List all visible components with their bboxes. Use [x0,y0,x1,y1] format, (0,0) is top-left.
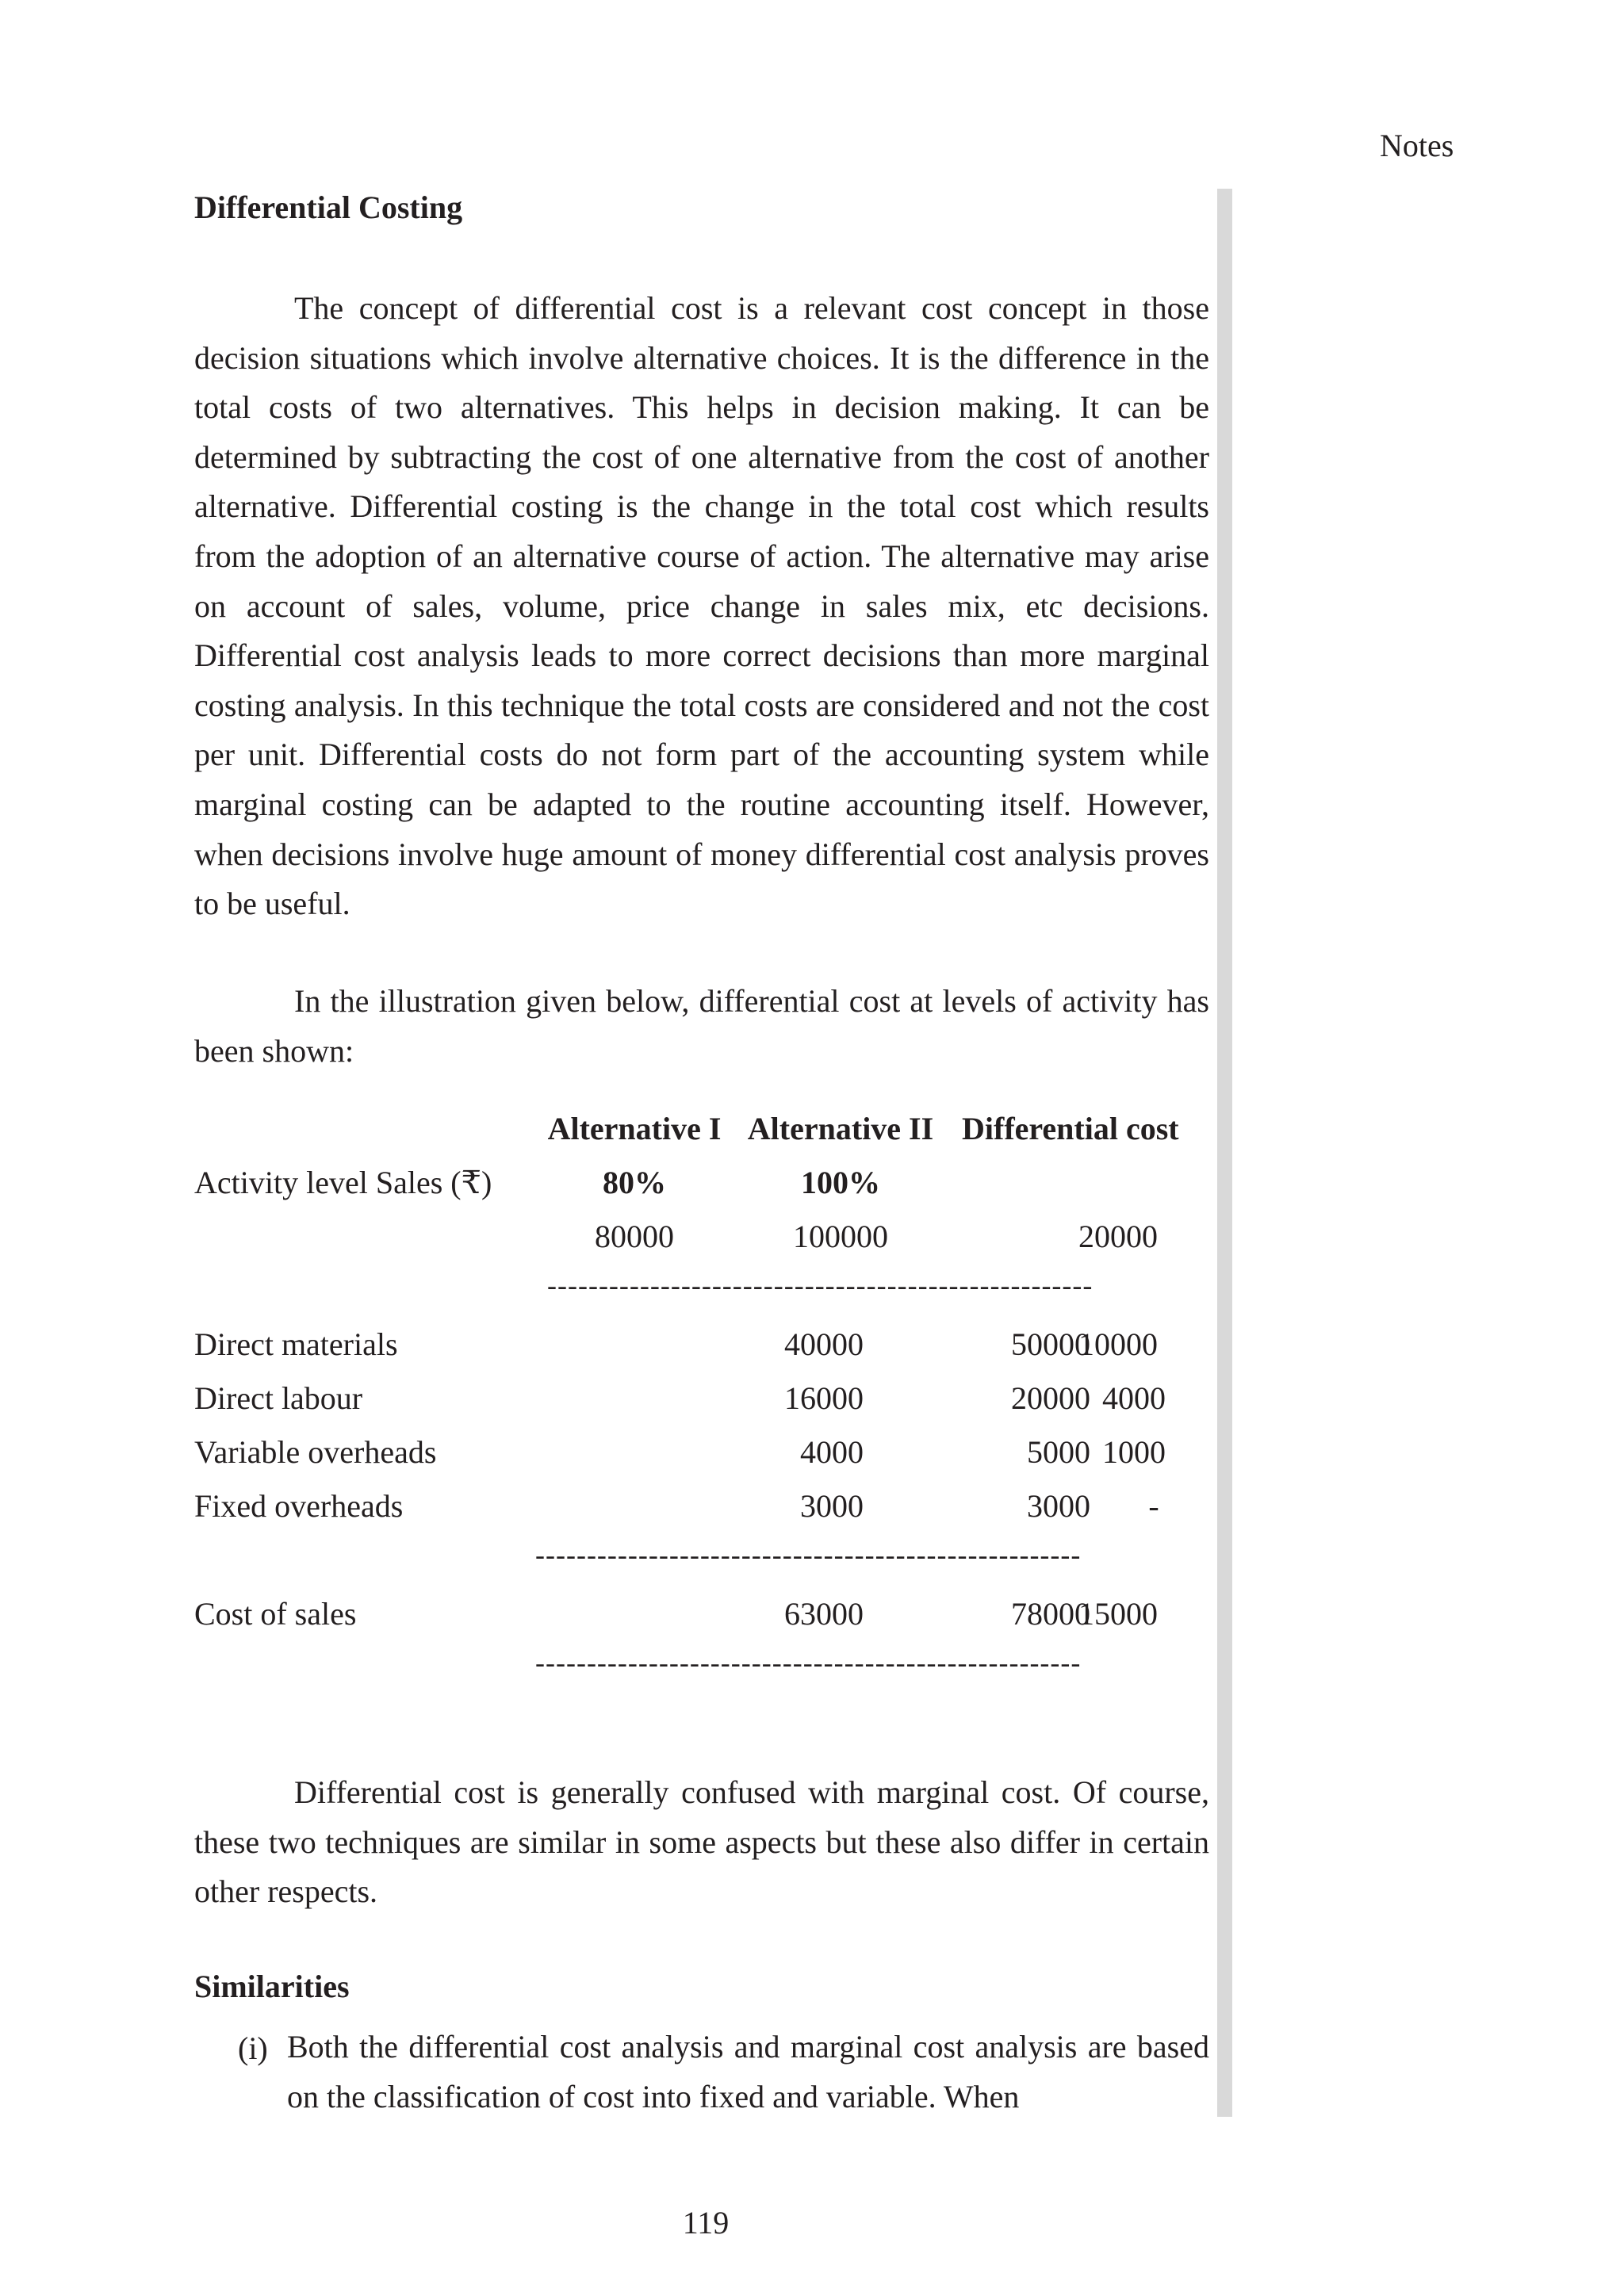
row-value: 5000 [1027,1434,1090,1470]
row-label: Direct labour [194,1380,363,1416]
row-value: 3000 [800,1488,864,1524]
row-value: 50000 [1011,1326,1090,1362]
row-value: 40000 [784,1326,864,1362]
paragraph-illustration: In the illustration given below, differential cost at levels of activity has been shown: [194,983,1209,1069]
total-value: 15000 [1078,1596,1158,1632]
divider-line: ----------------------------------------------------- [547,1269,1094,1301]
sales-2: 100000 [793,1219,888,1254]
row-label: Fixed overheads [194,1488,404,1524]
row-label: Direct materials [194,1326,398,1362]
row-value: - [1148,1488,1159,1524]
total-value: 78000 [1011,1596,1090,1632]
row-value: 16000 [784,1380,864,1416]
margin-bar [1217,189,1232,2117]
row-label: Variable overheads [194,1434,437,1470]
page-number: 119 [682,2205,730,2241]
header-alt-1: Alternative I [547,1111,722,1146]
total-label: Cost of sales [194,1596,357,1632]
row-value: 20000 [1011,1380,1090,1416]
row-value: 4000 [1102,1380,1166,1416]
similarities-title: Similarities [194,1969,350,2004]
divider-line: ----------------------------------------------------- [535,1647,1082,1678]
paragraph-intro: The concept of differential cost is a relevant cost concept in those decision situations which involve alternative choices. It is the difference in the total costs of two alternatives. This helps in decision making. It can be determined by subtracting the cost of one alternative from the cost of another alternative. Differential costing is the change in the total cost which results from the adoption of an alternative course of action. The alternative may arise on account of sales, volume, price change in sales mix, etc decisions. Differential cost analysis leads to more correct decisions than more marginal costing analysis. In this technique the total costs are considered and not the cost per unit. Differential costs do not form part of the accounting system while marginal costing can be adapted to the routine accounting itself. However, when decisions involve huge amount of money differential cost analysis proves to be useful. [194,290,1209,922]
row-value: 10000 [1078,1326,1158,1362]
paragraph-confusion: Differential cost is generally confused with marginal cost. Of course, these two techniques are similar in some aspects but these also differ in certain other respects. [194,1774,1209,1910]
row-value: 3000 [1027,1488,1090,1524]
activity-label: Activity level Sales (₹) [194,1165,492,1200]
margin-notes-label: Notes [1380,128,1454,163]
row-value: 1000 [1102,1434,1166,1470]
header-alt-2: Alternative II [747,1111,934,1146]
total-value: 63000 [784,1596,864,1632]
list-marker: (i) [238,2030,268,2066]
sales-1: 80000 [595,1219,674,1254]
activity-pct-1: 80% [603,1165,666,1200]
section-title: Differential Costing [194,189,463,225]
header-diff: Differential cost [962,1111,1179,1146]
sales-diff: 20000 [1078,1219,1158,1254]
list-item: Both the differential cost analysis and marginal cost analysis are based on the classification of cost into fixed and variable. When [287,2029,1209,2114]
divider-line: ----------------------------------------------------- [535,1539,1082,1571]
activity-pct-2: 100% [801,1165,880,1200]
row-value: 4000 [800,1434,864,1470]
